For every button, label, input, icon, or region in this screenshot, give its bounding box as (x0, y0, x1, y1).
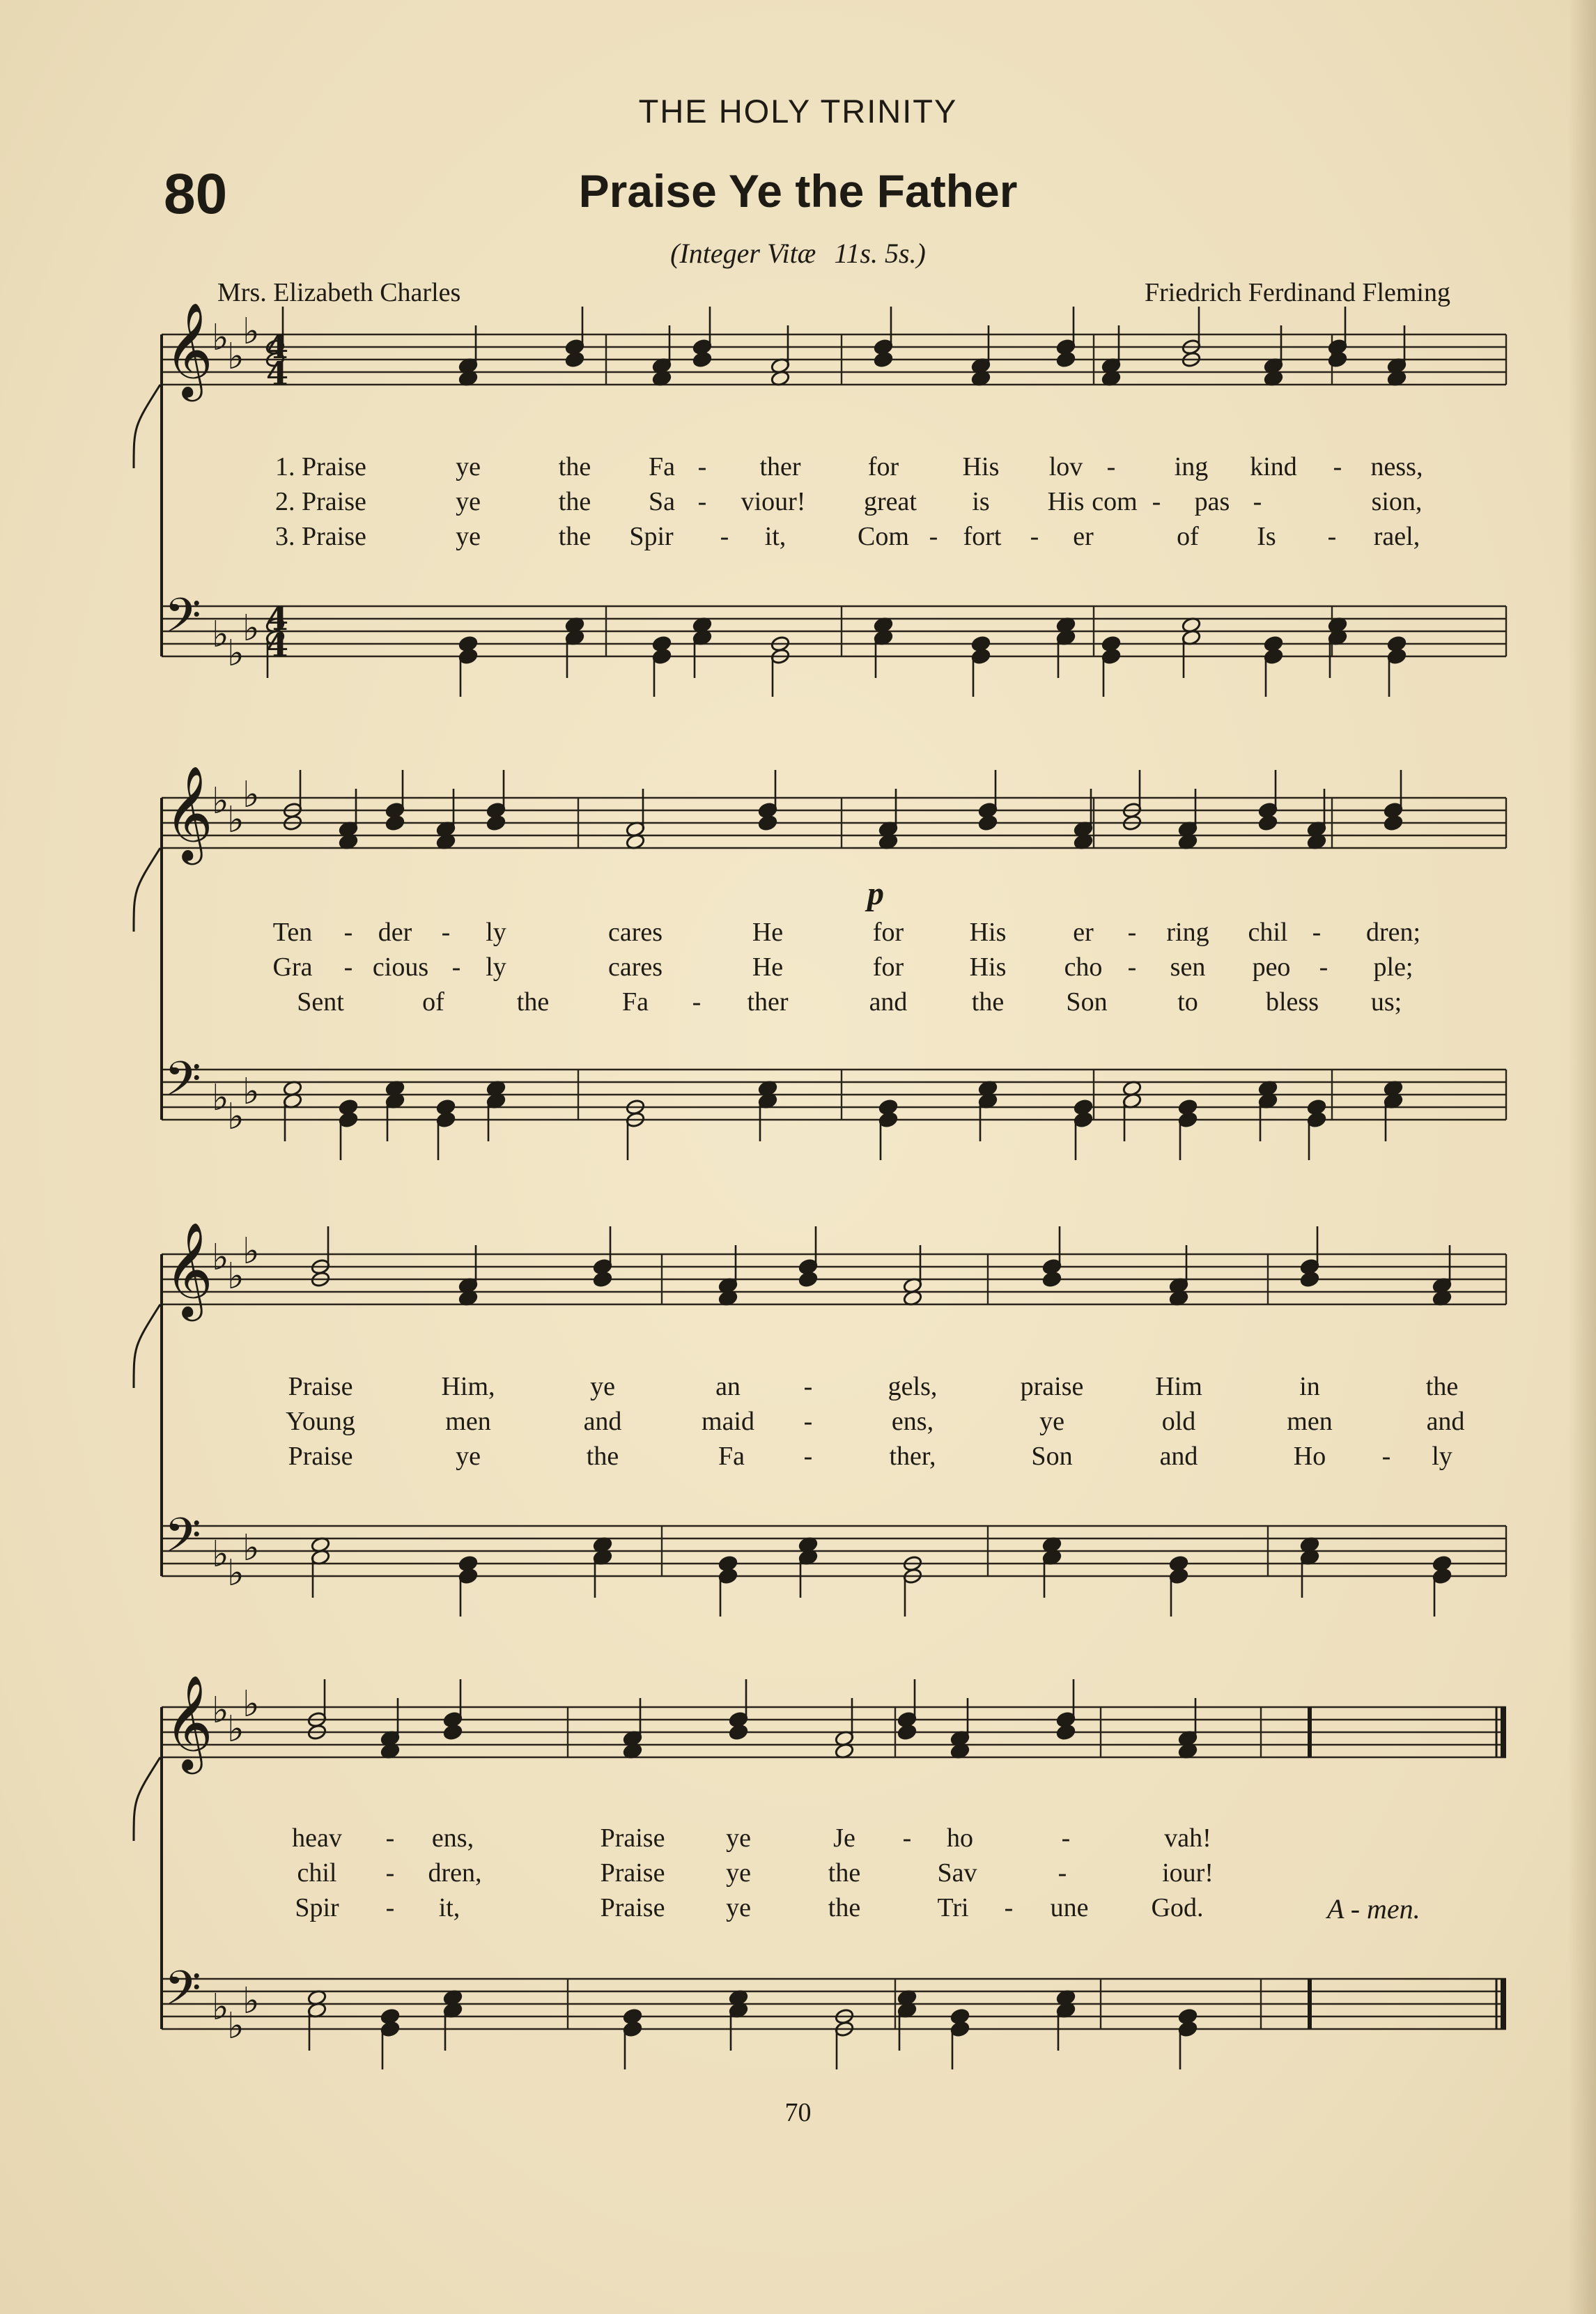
lyric-syllable: der (378, 918, 412, 947)
lyric-syllable: Son (1031, 1442, 1073, 1471)
lyric-syllable: fort (963, 522, 1002, 551)
lyric-syllable: ye (726, 1858, 751, 1888)
treble-staff (162, 301, 1506, 401)
note-head (874, 351, 893, 368)
lyric-syllable: ple; (1373, 952, 1413, 982)
time-signature-digit: 4 (266, 355, 289, 392)
note-head (758, 815, 777, 831)
lyric-syllable: - (1152, 487, 1161, 516)
lyric-syllable: cares (607, 918, 663, 947)
time-signature-digit: 4 (266, 328, 289, 366)
lyric-syllable: gels, (888, 1372, 938, 1401)
lyric-syllable: com (1092, 487, 1138, 516)
time-signature-digit: 4 (266, 626, 289, 664)
lyric-syllable: Son (1066, 987, 1108, 1017)
flat-icon: ♭ (212, 780, 229, 822)
lyric-syllable: Spir (629, 522, 674, 551)
lyric-syllable: maid (702, 1407, 754, 1436)
lyric-syllable: - (343, 918, 353, 947)
lyric-syllable: chil (297, 1858, 337, 1888)
lyric-syllable: for (867, 452, 899, 481)
lyric-syllable: pas (1194, 487, 1230, 516)
lyric-syllable: - (1327, 522, 1337, 551)
flat-icon: ♭ (227, 2005, 245, 2047)
lyric-syllable: - (697, 487, 707, 516)
lyric-syllable: and (869, 987, 908, 1017)
lyric-syllable: the (558, 487, 591, 516)
lyric-syllable: - (692, 987, 702, 1017)
note-head (729, 1724, 748, 1741)
lyric-syllable: Praise (288, 1442, 353, 1471)
lyric-syllable: - (1319, 952, 1328, 982)
lyric-syllable: ye (590, 1372, 615, 1401)
lyric-syllable: er (1073, 522, 1094, 551)
flat-icon: ♭ (212, 1534, 229, 1575)
note-head (1328, 351, 1347, 368)
lyric-syllable: ye (1039, 1407, 1064, 1436)
lyric-line-verse-2 (0, 952, 1596, 987)
lyric-syllable: kind (1250, 452, 1297, 481)
lyric-syllable: Gra (272, 952, 313, 982)
lyric-syllable: - (385, 1823, 395, 1853)
lyric-syllable: His (1047, 487, 1085, 516)
lyric-syllable: the (1425, 1372, 1459, 1401)
lyric-syllable: Praise (288, 1372, 353, 1401)
hymn-title: Praise Ye the Father (578, 165, 1018, 217)
treble-clef-icon: 𝄞 (164, 1674, 213, 1770)
lyric-syllable: 2. Praise (275, 487, 366, 516)
lyric-syllable: Him, (441, 1372, 495, 1401)
lyric-syllable: ye (726, 1893, 751, 1922)
lyric-syllable: - (1106, 452, 1116, 481)
note-head (1300, 1271, 1319, 1288)
bass-clef-icon: 𝄢 (164, 589, 201, 655)
lyric-syllable: ye (456, 1442, 481, 1471)
treble-staff (162, 764, 1506, 865)
lyric-syllable: - (803, 1407, 813, 1436)
lyric-syllable: vah! (1164, 1823, 1211, 1853)
lyric-syllable: the (971, 987, 1005, 1017)
lyric-syllable: dren, (428, 1858, 482, 1888)
lyric-syllable: for (872, 918, 904, 947)
lyric-syllable: of (1177, 522, 1199, 551)
note-head (978, 815, 998, 831)
lyric-syllable: lov (1048, 452, 1083, 481)
bass-clef-icon: 𝄢 (164, 1052, 201, 1118)
treble-staff (162, 1674, 1506, 1774)
lyric-syllable: ness, (1370, 452, 1423, 481)
lyric-syllable: sen (1170, 952, 1206, 982)
lyric-line-verse-2 (0, 1858, 1596, 1892)
note-head (1056, 1724, 1076, 1741)
tune-name: (Integer Vitæ (670, 238, 816, 269)
lyric-syllable: - (1030, 522, 1039, 551)
lyric-syllable: ly (486, 918, 506, 947)
lyric-syllable: Com (858, 522, 909, 551)
bass-staff (162, 589, 1506, 674)
note-head (1258, 815, 1278, 831)
lyric-syllable: cho (1064, 952, 1103, 982)
note-head (1384, 815, 1403, 831)
lyric-syllable: - (803, 1372, 813, 1401)
lyric-syllable: viour! (741, 487, 806, 516)
author: Mrs. Elizabeth Charles (217, 278, 461, 307)
flat-icon: ♭ (227, 799, 245, 841)
lyric-syllable: Fa (622, 987, 649, 1017)
dynamic-marking: p (867, 875, 884, 912)
lyric-line-verse-1 (0, 1823, 1596, 1858)
lyric-syllable: Fa (649, 452, 675, 481)
lyric-syllable: great (864, 487, 917, 516)
treble-clef-icon: 𝄞 (164, 301, 213, 397)
lyric-syllable: in (1299, 1372, 1320, 1401)
flat-icon: ♭ (242, 1071, 260, 1113)
lyric-syllable: praise (1020, 1372, 1084, 1401)
lyric-syllable: cious (372, 952, 429, 982)
note-head (692, 351, 712, 368)
lyric-syllable: Praise (600, 1823, 665, 1853)
lyric-syllable: the (828, 1893, 861, 1922)
note-head (1042, 1271, 1062, 1288)
note-head (1056, 351, 1076, 368)
lyric-syllable: ther, (889, 1442, 936, 1471)
flat-icon: ♭ (227, 1552, 245, 1594)
note-head (798, 1271, 818, 1288)
lyric-syllable: rael, (1373, 522, 1420, 551)
time-signature-digit: 4 (266, 600, 289, 638)
lyric-syllable: sion, (1371, 487, 1423, 516)
flat-icon: ♭ (212, 1077, 229, 1119)
lyric-syllable: - (1057, 1858, 1067, 1888)
lyric-syllable: Young (286, 1407, 355, 1436)
lyric-syllable: Is (1257, 522, 1276, 551)
flat-icon: ♭ (227, 1708, 245, 1750)
lyric-syllable: - (441, 918, 451, 947)
lyric-syllable: the (828, 1858, 861, 1888)
bass-staff (162, 1052, 1506, 1138)
lyric-line-verse-1 (0, 1371, 1596, 1406)
lyric-syllable: of (422, 987, 444, 1017)
lyric-syllable: ens, (891, 1407, 934, 1436)
lyric-line-verse-1 (0, 917, 1596, 952)
lyric-syllable: 1. Praise (275, 452, 366, 481)
lyric-syllable: the (558, 452, 591, 481)
lyric-syllable: dren; (1365, 918, 1421, 947)
flat-icon: ♭ (242, 774, 260, 816)
lyric-syllable: - (1333, 452, 1342, 481)
lyric-syllable: 3. Praise (275, 522, 366, 551)
lyric-syllable: - (385, 1858, 395, 1888)
note-head (897, 1724, 917, 1741)
lyric-syllable: ring (1166, 918, 1209, 947)
lyric-syllable: - (451, 952, 461, 982)
amen-text: A - men. (1327, 1893, 1420, 1925)
lyric-syllable: ens, (431, 1823, 474, 1853)
flat-icon: ♭ (227, 1256, 245, 1297)
lyric-syllable: is (972, 487, 990, 516)
flat-icon: ♭ (227, 1096, 245, 1138)
lyric-syllable: Sent (297, 987, 344, 1017)
lyric-syllable: Praise (600, 1893, 665, 1922)
lyric-syllable: Him (1155, 1372, 1202, 1401)
lyric-syllable: ther (759, 452, 801, 481)
lyric-syllable: ing (1174, 452, 1209, 481)
lyric-syllable: - (343, 952, 353, 982)
flat-icon: ♭ (227, 633, 245, 674)
flat-icon: ♭ (242, 1231, 260, 1272)
note-head (593, 1271, 612, 1288)
lyric-syllable: and (1426, 1407, 1465, 1436)
lyric-syllable: His (969, 952, 1007, 982)
lyric-syllable: - (1381, 1442, 1391, 1471)
lyric-syllable: Sa (649, 487, 675, 516)
lyric-syllable: - (902, 1823, 912, 1853)
lyric-syllable: Ho (1293, 1442, 1326, 1471)
note-head (385, 815, 405, 831)
lyric-syllable: and (583, 1407, 622, 1436)
lyric-syllable: Ten (272, 918, 313, 947)
lyric-syllable: Sav (937, 1858, 977, 1888)
tune-meter: 11s. 5s.) (834, 238, 926, 269)
lyric-syllable: the (516, 987, 550, 1017)
lyric-syllable: ly (1432, 1442, 1452, 1471)
lyric-syllable: the (586, 1442, 619, 1471)
page-number: 70 (784, 2098, 812, 2127)
lyric-syllable: old (1161, 1407, 1196, 1436)
lyric-syllable: us; (1370, 987, 1402, 1017)
lyric-syllable: - (697, 452, 707, 481)
note-head (486, 815, 506, 831)
lyric-syllable: His (969, 918, 1007, 947)
lyric-syllable: - (803, 1442, 813, 1471)
lyric-syllable: and (1159, 1442, 1198, 1471)
lyric-syllable: iour! (1162, 1858, 1214, 1888)
flat-icon: ♭ (212, 1690, 229, 1731)
lyric-syllable: Je (833, 1823, 855, 1853)
lyric-syllable: Praise (600, 1858, 665, 1888)
flat-icon: ♭ (242, 1527, 260, 1569)
lyric-syllable: Tri (937, 1893, 969, 1922)
lyric-syllable: ther (747, 987, 789, 1017)
lyric-syllable: an (715, 1372, 741, 1401)
lyric-syllable: - (1061, 1823, 1071, 1853)
lyric-syllable: Fa (718, 1442, 745, 1471)
lyric-syllable: heav (292, 1823, 342, 1853)
lyric-syllable: He (752, 918, 784, 947)
treble-clef-icon: 𝄞 (164, 764, 213, 861)
note-head (443, 1724, 463, 1741)
lyric-syllable: chil (1248, 918, 1288, 947)
flat-icon: ♭ (212, 1237, 229, 1279)
lyric-line-verse-3 (0, 521, 1596, 556)
lyric-syllable: to (1177, 987, 1198, 1017)
lyric-syllable: - (1004, 1893, 1014, 1922)
flat-icon: ♭ (212, 317, 229, 359)
lyric-line-verse-2 (0, 1406, 1596, 1441)
lyric-syllable: for (872, 952, 904, 982)
hymn-number: 80 (164, 162, 228, 226)
lyric-syllable: He (752, 952, 784, 982)
lyric-syllable: - (1127, 952, 1137, 982)
lyric-syllable: - (929, 522, 938, 551)
lyric-syllable: - (1127, 918, 1137, 947)
lyric-syllable: er (1073, 918, 1094, 947)
lyric-syllable: une (1050, 1893, 1089, 1922)
lyric-line-verse-3 (0, 987, 1596, 1021)
bass-clef-icon: 𝄢 (164, 1961, 201, 2028)
lyric-syllable: His (962, 452, 1000, 481)
lyric-syllable: - (1312, 918, 1322, 947)
flat-icon: ♭ (212, 1987, 229, 2028)
lyric-syllable: men (445, 1407, 491, 1436)
lyric-syllable: it, (438, 1893, 460, 1922)
lyric-syllable: - (720, 522, 729, 551)
section-title: THE HOLY TRINITY (638, 93, 958, 130)
lyric-line-verse-2 (0, 486, 1596, 521)
lyric-syllable: ye (726, 1823, 751, 1853)
lyric-syllable: ho (947, 1823, 973, 1853)
lyric-syllable: cares (607, 952, 663, 982)
lyric-syllable: ye (456, 452, 481, 481)
lyric-syllable: peo (1252, 952, 1291, 982)
lyric-line-verse-3 (0, 1441, 1596, 1476)
bass-clef-icon: 𝄢 (164, 1509, 201, 1575)
note-head (565, 351, 584, 368)
lyric-syllable: - (1253, 487, 1262, 516)
treble-clef-icon: 𝄞 (164, 1221, 213, 1317)
lyric-syllable: ye (456, 487, 481, 516)
flat-icon: ♭ (242, 1683, 260, 1725)
lyric-syllable: it, (764, 522, 787, 551)
lyric-syllable: ye (456, 522, 481, 551)
flat-icon: ♭ (242, 1980, 260, 2022)
bass-staff (162, 1961, 1506, 2047)
lyric-syllable: ly (486, 952, 506, 982)
lyric-syllable: bless (1266, 987, 1319, 1017)
lyric-syllable: the (558, 522, 591, 551)
flat-icon: ♭ (242, 608, 260, 649)
flat-icon: ♭ (227, 336, 245, 378)
flat-icon: ♭ (242, 311, 260, 353)
lyric-syllable: men (1287, 1407, 1333, 1436)
lyric-syllable: - (385, 1893, 395, 1922)
lyric-syllable: Spir (295, 1893, 339, 1922)
lyric-syllable: God. (1151, 1893, 1204, 1922)
flat-icon: ♭ (212, 614, 229, 656)
composer: Friedrich Ferdinand Fleming (1144, 278, 1450, 307)
lyric-line-verse-1 (0, 452, 1596, 486)
